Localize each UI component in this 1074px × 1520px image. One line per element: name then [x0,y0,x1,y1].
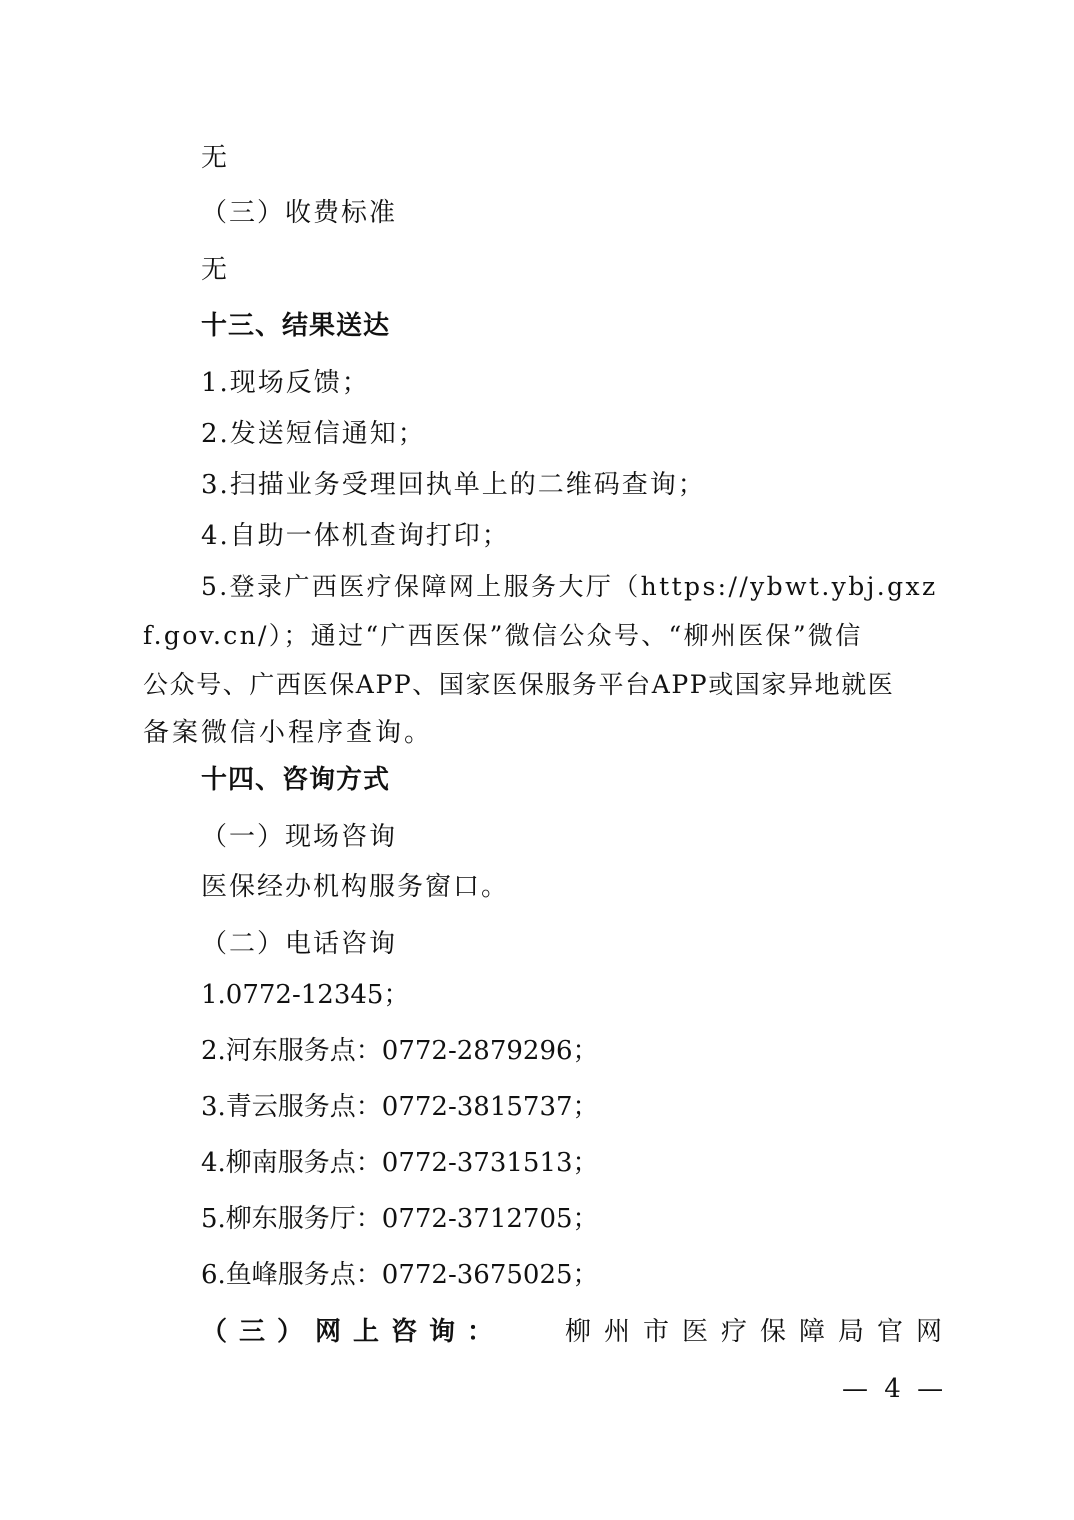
onsite-consultation-text: 医保经办机构服务窗口。 [201,872,510,902]
online-consultation-line [201,1315,955,1349]
phone-item-2: 2.河东服务点：0772-2879296； [201,1036,599,1066]
phone-item-6: 6.鱼峰服务点：0772-3675025； [201,1260,599,1290]
result-item-4: 4.自助一体机查询打印； [201,521,510,551]
result-item-5-line4: 备案微信小程序查询。 [143,718,434,748]
result-item-5-line3: 公众号、广西医保APP、国家医保服务平台APP或国家异地就医 [143,670,895,699]
online-consultation-label: （三）网上咨询： [201,1317,506,1347]
result-item-5-line2: f.gov.cn/）；通过“广西医保”微信公众号、“柳州医保”微信 [143,621,863,650]
phone-item-1: 1.0772-12345； [201,980,410,1010]
phone-item-5: 5.柳东服务厅：0772-3712705； [201,1204,599,1234]
heading-result-delivery: 十三、结果送达 [201,311,391,341]
result-item-3: 3.扫描业务受理回执单上的二维码查询； [201,470,706,500]
result-item-1: 1.现场反馈； [201,368,370,398]
subheading-phone-consultation: （二）电话咨询 [201,929,398,959]
fee-standard-text: 无 [201,255,228,285]
subheading-onsite-consultation: （一）现场咨询 [201,822,398,852]
result-item-2: 2.发送短信通知； [201,419,426,449]
page-number: — 4 — [842,1374,948,1404]
online-consultation-text: 柳州市医疗保障局官网 [564,1317,955,1347]
result-item-5-line1: 5.登录广西医疗保障网上服务大厅（https://ybwt.ybj.gxz [201,572,938,601]
subheading-fee-standard: （三）收费标准 [201,198,398,228]
phone-item-3: 3.青云服务点：0772-3815737； [201,1092,599,1122]
phone-item-4: 4.柳南服务点：0772-3731513； [201,1148,599,1178]
heading-consultation: 十四、咨询方式 [201,765,391,795]
fee-text: 无 [201,143,228,173]
